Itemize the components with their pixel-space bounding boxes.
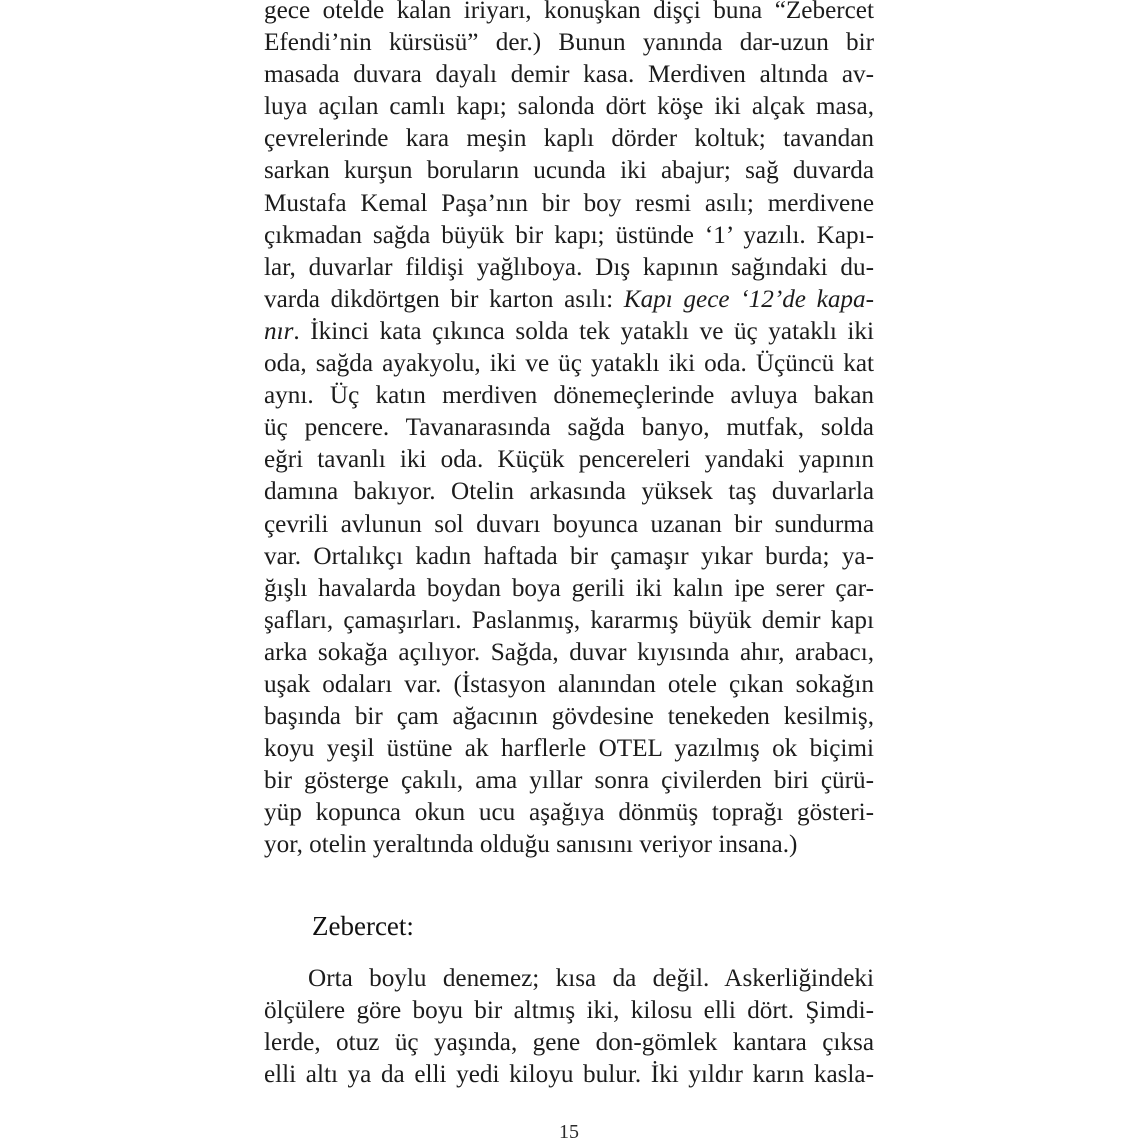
text-line: Mustafa Kemal Paşa’nın bir boy resmi asılı; merdivene (264, 189, 874, 217)
text-line: masada duvara dayalı demir kasa. Merdiven altında av- (264, 61, 874, 89)
text-line: lar, duvarlar fildişi yağlıboya. Dış kapının sağındaki du- (264, 253, 874, 281)
text-line: bir gösterge çakılı, ama yıllar sonra çivilerden biri çürü- (264, 767, 874, 795)
body-paragraph-hotel-description (264, 0, 874, 862)
page-number (0, 1120, 1140, 1144)
text-line: uşak odaları var. (İstasyon alanından otele çıkan sokağın (264, 670, 874, 698)
text-line (264, 316, 874, 348)
italic-sign-text: Kapı gece ‘12’de kapa- (623, 285, 875, 313)
text-line: var. Ortalıkçı kadın haftada bir çamaşır yıkar burda; ya- (264, 542, 874, 570)
text-line-prefix: varda dikdörtgen bir karton asılı: (264, 285, 624, 313)
text-line (264, 284, 874, 316)
body-paragraph-zebercet (264, 963, 874, 1091)
text-line: aynı. Üç katın merdiven dönemeçlerinde avluya bakan (264, 382, 874, 410)
text-line: başında bir çam ağacının gövdesine tenekeden kesilmiş, (264, 703, 874, 731)
text-line: çıkmadan sağda büyük bir kapı; üstünde ‘1’ yazılı. Kapı- (264, 221, 874, 249)
text-line: yüp kopunca okun ucu aşağıya dönmüş toprağı gösteri- (264, 799, 874, 827)
text-line: ğışlı havalarda boydan boya gerili iki kalın ipe serer çar- (264, 574, 874, 602)
text-line: Orta boylu denemez; kısa da değil. Askerliğindeki (308, 965, 874, 992)
page-number-text: 15 (559, 1121, 579, 1143)
text-line: çevrelerinde kara meşin kaplı dörder koltuk; tavandan (264, 125, 874, 153)
text-line: Efendi’nin kürsüsü” der.) Bunun yanında dar-uzun bir (264, 29, 874, 57)
text-line: eğri tavanlı iki oda. Küçük pencereleri yandaki yapının (264, 446, 874, 474)
text-line: ölçülere göre boyu bir altmış iki, kilosu elli dört. Şimdi- (264, 997, 874, 1025)
text-line: elli altı ya da elli yedi kiloyu bulur. İki yıldır karın kasla- (264, 1061, 874, 1089)
italic-sign-text-end: nır (264, 317, 294, 345)
text-line-rest: . İkinci kata çıkınca solda tek yataklı ve üç yataklı iki (293, 317, 874, 345)
section-heading: Zebercet: (312, 911, 414, 941)
text-line: arka sokağa açılıyor. Sağda, duvar kıyısında ahır, arabacı, (264, 638, 874, 666)
text-line: yor, otelin yeraltında olduğu sanısını veriyor insana.) (264, 831, 798, 859)
text-line: üç pencere. Tavanarasında sağda banyo, mutfak, solda (264, 414, 874, 442)
text-line: damına bakıyor. Otelin arkasında yüksek taş duvarlarla (264, 478, 874, 506)
text-line: sarkan kurşun boruların ucunda iki abajur; sağ duvarda (264, 157, 874, 185)
text-line: çevrili avlunun sol duvarı boyunca uzanan bir sundurma (264, 510, 874, 538)
text-line: şafları, çamaşırları. Paslanmış, kararmış büyük demir kapı (264, 606, 874, 634)
text-line: lerde, otuz üç yaşında, gene don-gömlek kantara çıksa (264, 1029, 874, 1057)
text-line: koyu yeşil üstüne ak harflerle OTEL yazılmış ok biçimi (264, 735, 874, 763)
text-line: oda, sağda ayakyolu, iki ve üç yataklı iki oda. Üçüncü kat (264, 350, 874, 378)
text-line: luya açılan camlı kapı; salonda dört köşe iki alçak masa, (264, 93, 874, 121)
text-line: gece otelde kalan iriyarı, konuşkan dişçi buna “Zebercet (264, 0, 874, 24)
